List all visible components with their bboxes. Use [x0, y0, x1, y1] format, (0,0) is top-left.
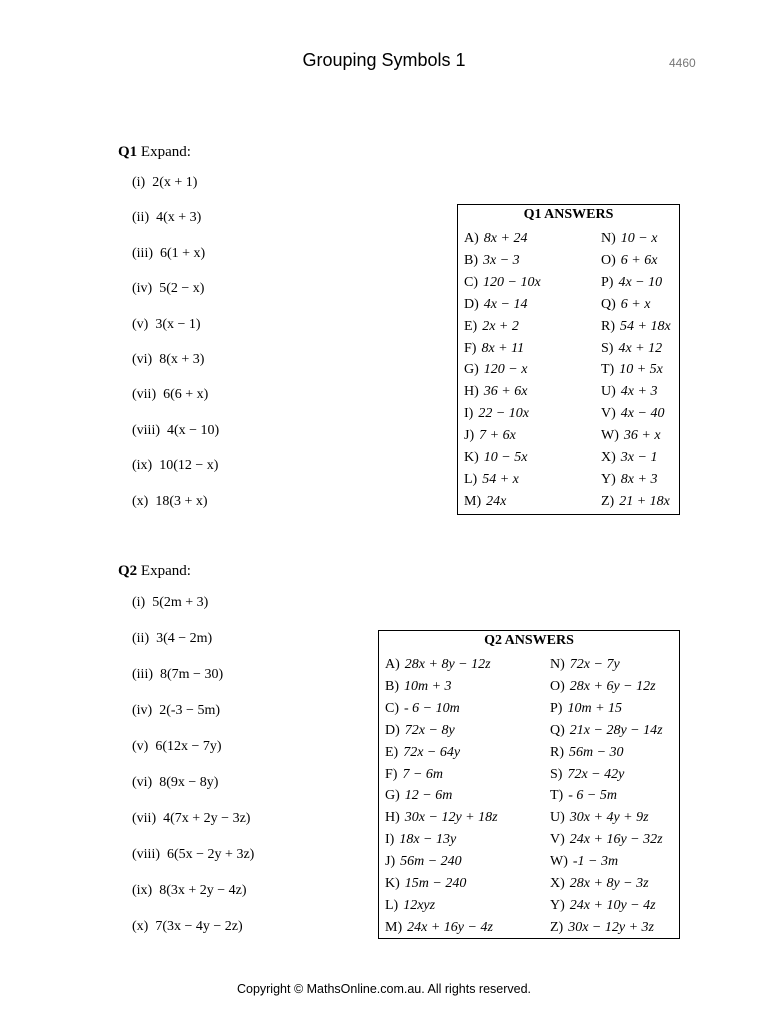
answer-letter: D)	[464, 296, 479, 312]
q2-answers-title: Q2 ANSWERS	[484, 633, 574, 648]
answer-option	[550, 723, 663, 739]
answer-value: 12xyz	[403, 897, 436, 913]
q1-instruction: Expand:	[140, 144, 191, 160]
answer-option	[550, 920, 654, 936]
answer-option	[601, 472, 657, 488]
answer-option	[601, 450, 657, 466]
answer-option	[385, 745, 460, 761]
answer-value: 56m − 30	[569, 744, 624, 760]
answer-value: 72x − 7y	[569, 657, 620, 672]
answer-letter: W)	[550, 854, 568, 870]
answer-value: 18x − 13y	[399, 832, 457, 848]
copyright-footer: Copyright © MathsOnline.com.au. All rights reserved.	[236, 982, 532, 996]
answer-option	[550, 788, 617, 804]
question-number: (viii)	[132, 847, 160, 862]
question-number: (x)	[132, 919, 149, 934]
question-item	[132, 667, 223, 683]
answer-option	[385, 788, 452, 804]
answer-letter: S)	[550, 766, 563, 782]
answer-letter: E)	[464, 318, 478, 334]
question-expression: 2(x + 1)	[152, 175, 198, 190]
answer-option	[464, 494, 506, 510]
answer-value: 10m + 3	[404, 678, 452, 694]
answer-value: 24x	[486, 493, 507, 509]
answer-option	[601, 406, 664, 422]
question-expression: 4(7x + 2y − 3z)	[163, 811, 251, 826]
answer-value: 21 + 18x	[619, 493, 670, 509]
question-item	[132, 387, 208, 403]
answer-option	[601, 275, 662, 291]
answer-letter: J)	[464, 428, 475, 444]
answer-option	[601, 362, 663, 378]
page-title: Grouping Symbols 1	[302, 50, 466, 70]
answer-letter: V)	[550, 832, 565, 848]
question-number: (vi)	[132, 775, 153, 790]
question-expression: 3(x − 1)	[155, 316, 201, 332]
answer-letter: K)	[385, 876, 400, 891]
question-item	[132, 847, 254, 863]
answer-option	[464, 362, 527, 378]
answer-option	[464, 472, 519, 488]
answer-letter: C)	[385, 700, 399, 716]
answer-letter: F)	[464, 340, 477, 356]
answer-value: 72x − 64y	[403, 744, 461, 760]
question-item	[132, 317, 201, 333]
question-number: (vii)	[132, 387, 157, 403]
answer-value: 8x + 11	[481, 340, 525, 356]
answer-value: 120 − x	[483, 362, 528, 378]
answer-value: 6 + x	[620, 296, 651, 312]
question-expression: 6(6 + x)	[163, 387, 209, 403]
answer-value: 28x + 8y − 3z	[569, 876, 649, 891]
answer-value: 72x − 42y	[567, 766, 625, 782]
answer-value: 28x + 6y − 12z	[569, 678, 656, 694]
answer-value: 3x − 3	[483, 252, 520, 268]
question-item	[132, 175, 197, 191]
answer-letter: M)	[464, 493, 482, 509]
answer-letter: S)	[601, 340, 614, 356]
question-expression: 10(12 − x)	[159, 458, 219, 474]
answer-letter: L)	[464, 471, 478, 487]
question-expression: 8(3x + 2y − 4z)	[159, 883, 247, 898]
answer-letter: X)	[550, 876, 565, 891]
question-expression: 6(1 + x)	[160, 245, 206, 261]
answer-option	[550, 854, 618, 870]
q1-heading	[118, 144, 191, 161]
answer-option	[464, 428, 516, 444]
answer-letter: G)	[385, 788, 400, 804]
answer-letter: D)	[385, 722, 400, 738]
question-item	[132, 739, 222, 755]
answer-value: 4x − 10	[618, 274, 663, 290]
answer-value: 7 + 6x	[479, 428, 516, 444]
question-expression: 4(x − 10)	[167, 422, 220, 438]
answer-value: 24x + 10y − 4z	[569, 897, 656, 913]
answer-option	[385, 723, 455, 739]
answer-value: 12 − 6m	[404, 788, 453, 804]
answer-letter: Q)	[601, 296, 616, 312]
answer-option	[601, 428, 661, 444]
question-item	[132, 210, 201, 226]
answer-value: 30x − 12y + 3z	[568, 919, 654, 935]
answer-value: 54 + 18x	[620, 318, 671, 334]
answer-letter: H)	[464, 384, 479, 400]
answer-value: 4x − 40	[620, 406, 665, 422]
answer-value: 10 − 5x	[483, 450, 528, 465]
answer-letter: Z)	[601, 493, 615, 509]
question-number: (v)	[132, 739, 149, 754]
answer-value: 72x − 8y	[404, 722, 455, 738]
question-item	[132, 919, 243, 935]
question-number: (iv)	[132, 281, 153, 297]
answer-value: 6 + 6x	[620, 252, 658, 268]
question-number: (ii)	[132, 631, 150, 646]
worksheet-code: 4460	[669, 56, 696, 70]
answer-value: 24x + 16y − 4z	[407, 919, 493, 935]
answer-value: 56m − 240	[400, 854, 462, 870]
answer-letter: Y)	[601, 471, 616, 487]
answer-letter: U)	[601, 384, 616, 400]
question-expression: 3(4 − 2m)	[156, 631, 213, 646]
answer-option	[601, 384, 657, 400]
question-expression: 4(x + 3)	[156, 210, 202, 226]
question-number: (v)	[132, 316, 149, 332]
question-item	[132, 883, 247, 899]
question-item	[132, 631, 212, 647]
answer-option	[385, 920, 493, 936]
question-expression: 6(12x − 7y)	[155, 739, 222, 754]
answer-letter: R)	[601, 318, 615, 334]
question-item	[132, 494, 208, 510]
q2-instruction: Expand:	[140, 563, 191, 579]
answer-letter: G)	[464, 362, 479, 378]
answer-option	[550, 876, 649, 892]
answer-option	[385, 701, 460, 717]
q2-answers-box	[378, 630, 680, 939]
answer-letter: O)	[601, 252, 616, 268]
answer-value: 4x + 3	[620, 384, 658, 400]
answer-letter: N)	[601, 231, 616, 246]
answer-letter: H)	[385, 810, 400, 826]
answer-letter: P)	[601, 274, 614, 290]
question-number: (ix)	[132, 883, 153, 898]
question-expression: 6(5x − 2y + 3z)	[167, 847, 255, 862]
answer-option	[464, 450, 527, 466]
answer-letter: E)	[385, 744, 399, 760]
question-item	[132, 775, 218, 791]
answer-option	[550, 767, 624, 783]
answer-value: 28x + 8y − 12z	[404, 657, 491, 672]
question-number: (iv)	[132, 703, 153, 718]
q1-label: Q1	[118, 144, 138, 160]
question-expression: 2(-3 − 5m)	[159, 703, 220, 718]
answer-letter: I)	[464, 406, 474, 422]
question-expression: 8(x + 3)	[159, 352, 205, 367]
answer-option	[385, 810, 498, 826]
question-number: (ix)	[132, 458, 153, 474]
question-number: (iii)	[132, 667, 153, 682]
question-number: (i)	[132, 175, 146, 190]
answer-option	[550, 810, 649, 826]
answer-option	[601, 253, 657, 269]
answer-value: 36 + x	[623, 428, 661, 444]
answer-option	[464, 253, 520, 269]
answer-option	[601, 341, 662, 357]
answer-letter: F)	[385, 766, 398, 782]
answer-value: 120 − 10x	[483, 274, 541, 290]
answer-option	[550, 745, 624, 761]
answer-value: 4x − 14	[483, 296, 528, 312]
answer-value: - 6 − 5m	[568, 788, 617, 804]
answer-value: 2x + 2	[482, 318, 519, 334]
answer-letter: R)	[550, 744, 564, 760]
q1-answers-title: Q1 ANSWERS	[523, 207, 614, 222]
answer-value: 36 + 6x	[483, 384, 528, 400]
answer-value: 22 − 10x	[478, 406, 529, 422]
question-number: (x)	[132, 493, 149, 509]
answer-option	[550, 898, 656, 914]
question-expression: 8(9x − 8y)	[159, 775, 219, 790]
answer-option	[601, 319, 671, 335]
q2-label: Q2	[118, 563, 138, 579]
answer-letter: B)	[464, 252, 478, 268]
answer-value: - 6 − 10m	[404, 700, 460, 716]
answer-value: 54 + x	[482, 471, 519, 487]
answer-value: 30x − 12y + 18z	[404, 810, 498, 826]
answer-option	[464, 275, 541, 291]
answer-value: 8x + 24	[483, 231, 528, 246]
answer-letter: U)	[550, 810, 565, 826]
answer-letter: X)	[601, 450, 616, 465]
question-expression: 18(3 + x)	[155, 493, 208, 509]
answer-value: 24x + 16y − 32z	[569, 832, 663, 848]
answer-option	[601, 297, 650, 313]
question-number: (i)	[132, 595, 146, 610]
answer-option	[385, 832, 456, 848]
answer-letter: Y)	[550, 897, 565, 913]
answer-letter: Z)	[550, 919, 564, 935]
question-item	[132, 458, 218, 474]
question-item	[132, 423, 219, 439]
answer-option	[601, 231, 657, 247]
answer-letter: C)	[464, 274, 478, 290]
question-expression: 5(2m + 3)	[152, 595, 209, 610]
answer-option	[464, 297, 527, 313]
answer-letter: L)	[385, 897, 399, 913]
answer-option	[464, 406, 529, 422]
question-item	[132, 811, 250, 827]
answer-value: 10 − x	[620, 231, 658, 246]
question-item	[132, 352, 204, 368]
answer-letter: J)	[385, 854, 396, 870]
answer-letter: A)	[385, 657, 400, 672]
question-number: (vii)	[132, 811, 157, 826]
answer-option	[385, 679, 452, 695]
answer-value: 10 + 5x	[619, 362, 663, 378]
question-item	[132, 281, 204, 297]
question-item	[132, 246, 205, 262]
answer-letter: P)	[550, 700, 563, 716]
answer-value: 30x + 4y + 9z	[569, 810, 649, 826]
question-number: (vi)	[132, 352, 153, 367]
answer-option	[550, 657, 620, 673]
answer-option	[464, 231, 527, 247]
answer-letter: T)	[550, 788, 564, 804]
answer-value: 8x + 3	[620, 471, 658, 487]
answer-option	[385, 767, 443, 783]
answer-value: 3x − 1	[620, 450, 658, 465]
question-expression: 8(7m − 30)	[160, 667, 224, 682]
q1-answers-box	[457, 204, 680, 515]
answer-option	[385, 854, 462, 870]
answer-value: 21x − 28y − 14z	[569, 722, 663, 738]
answer-option	[550, 832, 663, 848]
answer-option	[464, 319, 519, 335]
question-number: (ii)	[132, 210, 150, 226]
answer-option	[385, 876, 466, 892]
answer-letter: K)	[464, 450, 479, 465]
answer-value: -1 − 3m	[572, 854, 619, 870]
answer-letter: V)	[601, 406, 616, 422]
answer-option	[464, 341, 524, 357]
question-number: (iii)	[132, 245, 153, 261]
answer-value: 4x + 12	[618, 340, 663, 356]
answer-letter: N)	[550, 657, 565, 672]
answer-option	[385, 898, 435, 914]
question-expression: 7(3x − 4y − 2z)	[155, 919, 243, 934]
answer-letter: A)	[464, 231, 479, 246]
question-item	[132, 595, 208, 611]
answer-value: 10m + 15	[567, 700, 623, 716]
answer-option	[385, 657, 491, 673]
answer-letter: I)	[385, 832, 395, 848]
answer-option	[464, 384, 527, 400]
answer-letter: Q)	[550, 722, 565, 738]
q2-heading	[118, 563, 191, 580]
answer-value: 15m − 240	[404, 876, 467, 891]
answer-letter: T)	[601, 362, 615, 378]
answer-option	[550, 701, 622, 717]
answer-option	[601, 494, 670, 510]
answer-letter: B)	[385, 678, 399, 694]
answer-value: 7 − 6m	[402, 766, 444, 782]
answer-letter: M)	[385, 919, 403, 935]
answer-letter: O)	[550, 678, 565, 694]
answer-letter: W)	[601, 428, 619, 444]
question-expression: 5(2 − x)	[159, 281, 205, 297]
question-item	[132, 703, 220, 719]
question-number: (viii)	[132, 422, 160, 438]
answer-option	[550, 679, 656, 695]
